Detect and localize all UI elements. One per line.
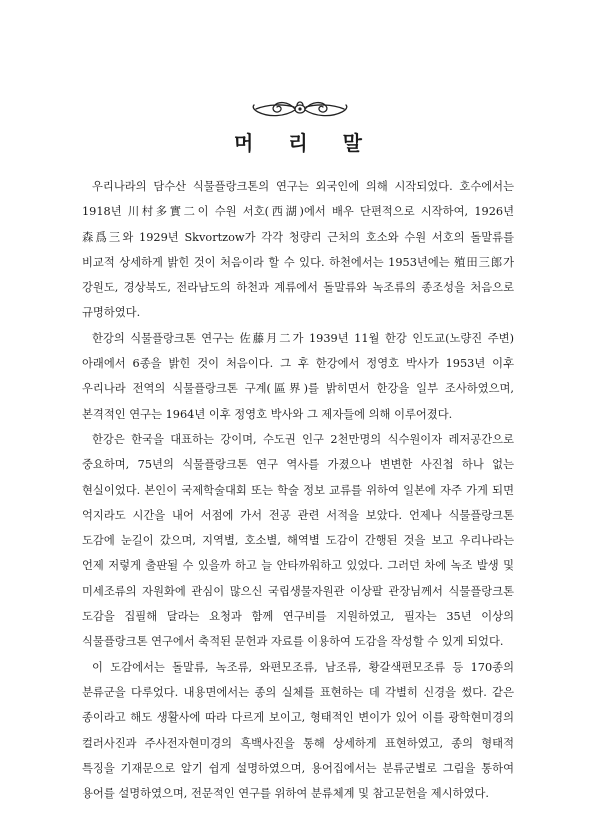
preface-body [82, 174, 514, 806]
page-title: 머 리 말 [234, 131, 376, 155]
decorative-flourish-icon [248, 96, 352, 122]
paragraph-history-early: 우리나라의 담수산 식물플랑크톤의 연구는 외국인에 의해 시작되었다. 호수에서는 1918년 川村多實二이 수원 서호(西湖)에서 배우 단편적으로 시작하여, 1926년 森爲三와 1929년 Skvortzow가 각각 청량리 근처의 호소와 수원 서호의 돌말류를 비교적 상세하게 밝힌 것이 처음이라 할 수 있다. 하천에서는 1953년에는 殖田三郎가 강원도, 경상북도, 전라남도의 하천과 계류에서 돌말류와 녹조류의 종조성을 처음으로 규명하였다. [82, 180, 514, 320]
paragraph-book-contents: 이 도감에서는 돌말류, 녹조류, 와편모조류, 남조류, 황갈색편모조류 등 170종의 분류군을 다루었다. 내용면에서는 종의 실체를 표현하는 데 각별히 신경을 썼다. 같은 종이라고 해도 생활사에 따라 다르게 보이고, 형태적인 변이가 있어 이를 광학현미경의 컬러사진과 주사전자현미경의 흑백사진을 통해 상세하게 표현하였고, 종의 형태적 특징을 기재문으로 알기 쉽게 설명하였으며, 용어집에서는 분류군별로 그림을 통하여 용어를 설명하였으며, 전문적인 연구를 위하여 분류체계 및 참고문헌을 제시하였다. [82, 660, 514, 801]
paragraph-motivation: 한강은 한국을 대표하는 강이며, 수도권 인구 2천만명의 식수원이자 레저공간으로 중요하며, 75년의 식물플랑크톤 연구 역사를 가졌으나 변변한 사진첩 하나 없는 현실이었다. 본인이 국제학술대회 또는 학술 정보 교류를 위하여 일본에 자주 가게 되면 억지라도 시간을 내어 서점에 가서 전공 관련 서적을 보았다. 언제나 식물플랑크톤 도감에 눈길이 갔으며, 지역별, 호소별, 해역별 도감이 간행된 것을 보고 우리나라는 언제 저렇게 출판될 수 있을까 하고 늘 안타까워하고 있었다. 그러던 차에 녹조 발생 및 미세조류의 자원화에 관심이 많으신 국립생물자원관 이상팔 관장님께서 식물플랑크톤 도감을 집필해 달라는 요청과 함께 연구비를 지원하였고, 필자는 35년 이상의 식물플랑크톤 연구에서 축적된 문헌과 자료를 이용하여 도감을 작성할 수 있게 되었다. [82, 432, 514, 649]
paragraph-han-river-research: 한강의 식물플랑크톤 연구는 佐藤月二가 1939년 11월 한강 인도교(노량진 주변) 아래에서 6종을 밝힌 것이 처음이다. 그 후 한강에서 정영호 박사가 1953년 이후 우리나라 전역의 식물플랑크톤 구계(區界)를 밝히면서 한강을 일부 조사하였으며, 본격적인 연구는 1964년 이후 정영호 박사와 그 제자들에 의해 이루어졌다. [82, 331, 514, 421]
